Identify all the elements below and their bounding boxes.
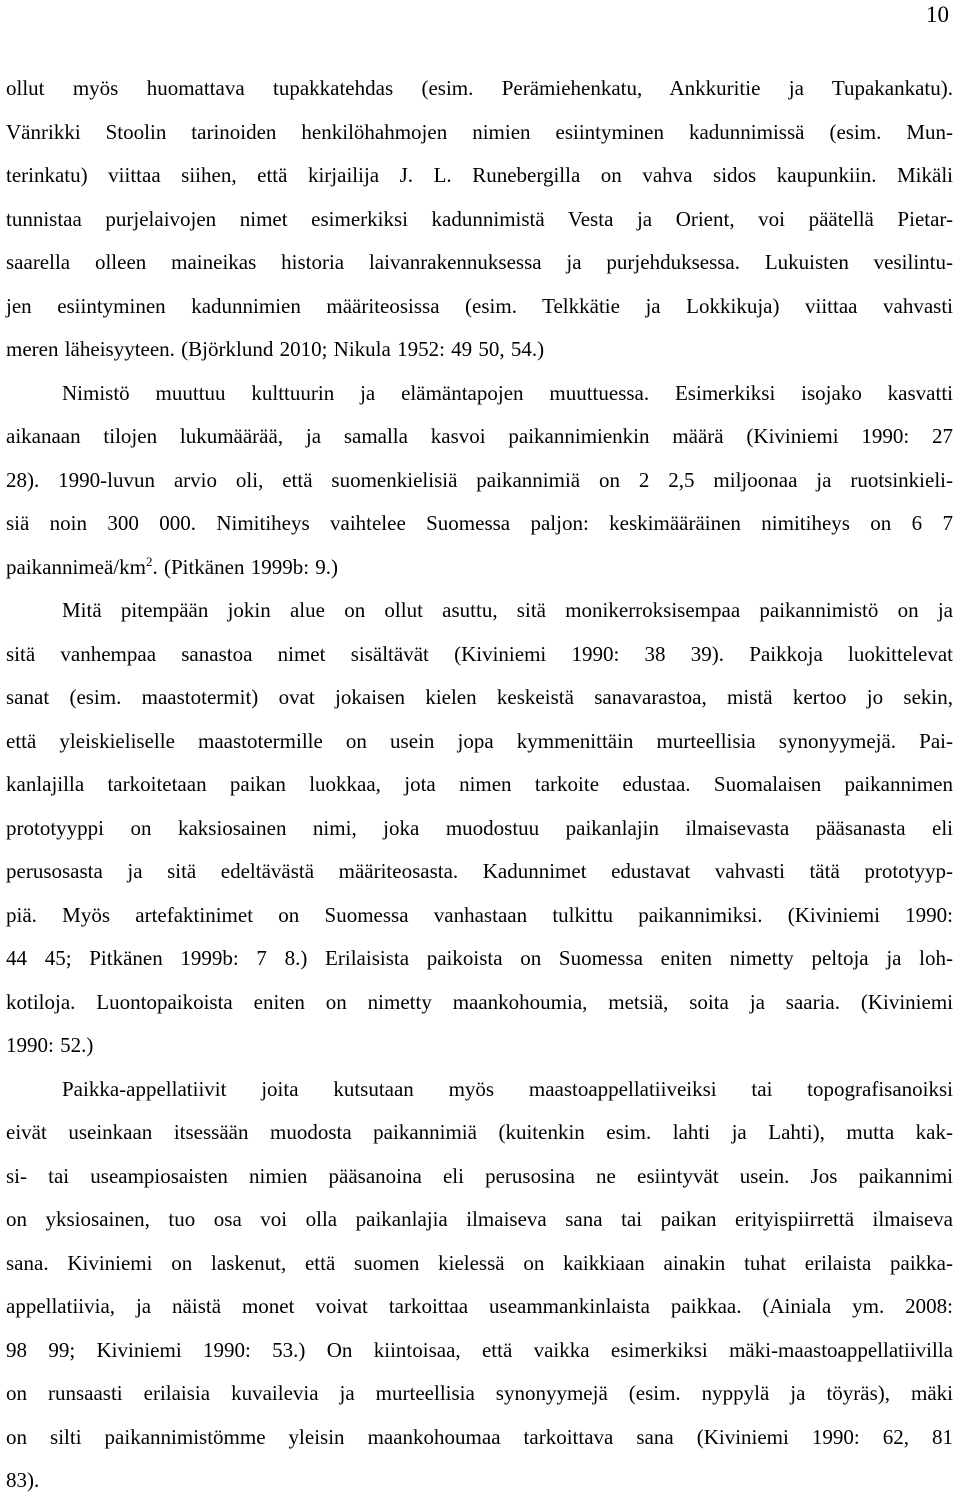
paragraph-3 (6, 589, 953, 1068)
text-line: kanlajilla tarkoitetaan paikan luokkaa, jota nimen tarkoite edustaa. Suomalaisen paikannimen (6, 772, 953, 796)
text-line: kotiloja. Luontopaikoista eniten on nimetty maankohoumia, metsiä, soita ja saaria. (Kiviniemi (6, 989, 953, 1014)
text-line: on runsaasti erilaisia kuvailevia ja murteellisia synonyymejä (esim. nyppylä ja töyräs), mäki (6, 1381, 953, 1405)
paragraph-2 (6, 372, 953, 590)
text-line: 98 99; Kiviniemi 1990: 53.) On kiintoisaa, että vaikka esimerkiksi mäki-maastoappellatiivilla (6, 1337, 953, 1362)
text-fragment: . (Pitkänen 1999b: 9.) (152, 554, 339, 579)
text-line: piä. Myös artefaktinimet on Suomessa vanhastaan tulkittu paikannimiksi. (Kiviniemi 1990: (6, 902, 953, 927)
text-line: on silti paikannimistömme yleisin maankohoumaa tarkoittava sana (Kiviniemi 1990: 62, 81 (6, 1424, 953, 1449)
text-line: prototyyppi on kaksiosainen nimi, joka muodostuu paikanlajin ilmaisevasta pääsanasta eli (6, 815, 953, 840)
text-line: meren läheisyyteen. (Björklund 2010; Nikula 1952: 49 50, 54.) (6, 337, 545, 361)
text-fragment: paikannimeä/km (6, 554, 146, 579)
text-line: perusosasta ja sitä edeltävästä määriteosasta. Kadunnimet edustavat vahvasti tätä prototyyp- (6, 859, 953, 883)
text-line: si- tai useampiosaisten nimien pääsanoina eli perusosina ne esiintyvät usein. Jos paikannimi (6, 1163, 953, 1188)
text-line: sanat (esim. maastotermit) ovat jokaisen kielen keskeistä sanavarastoa, mistä kertoo jo sekin, (6, 685, 953, 709)
text-line: Mitä pitempään jokin alue on ollut asuttu, sitä monikerroksisempaa paikannimistö on ja (62, 598, 953, 622)
text-line: 28). 1990-luvun arvio oli, että suomenkielisiä paikannimiä on 2 2,5 miljoonaa ja ruotsinkieli- (6, 467, 953, 492)
text-line: jen esiintyminen kadunnimien määriteosissa (esim. Telkkätie ja Lokkikuja) viittaa vahvasti (6, 293, 953, 318)
text-line: sana. Kiviniemi on laskenut, että suomen kielessä on kaikkiaan ainakin tuhat erilaista paikka- (6, 1250, 953, 1275)
text-line: 83). (6, 1468, 40, 1492)
text-line: ollut myös huomattava tupakkatehdas (esim. Perämiehenkatu, Ankkuritie ja Tupakankatu). (6, 76, 953, 100)
text-line: Vänrikki Stoolin tarinoiden henkilöhahmojen nimien esiintyminen kadunnimissä (esim. Mun- (6, 119, 953, 144)
text-line: 1990: 52.) (6, 1033, 94, 1057)
text-line: saarella olleen maineikas historia laivanrakennuksessa ja purjehduksessa. Lukuisten vesilintu- (6, 250, 953, 274)
text-line: että yleiskieliselle maastotermille on usein jopa kymmenittäin murteellisia synonyymejä. Pai- (6, 728, 953, 753)
paragraph-4 (6, 1068, 953, 1503)
text-line: siä noin 300 000. Nimitiheys vaihtelee Suomessa paljon: keskimääräinen nimitiheys on 6 7 (6, 511, 953, 535)
text-line: Nimistö muuttuu kulttuurin ja elämäntapojen muuttuessa. Esimerkiksi isojako kasvatti (62, 380, 953, 405)
text-line: appellatiivia, ja näistä monet voivat tarkoittaa useammankinlaista paikkaa. (Ainiala ym. 2008: (6, 1294, 953, 1318)
superscript: 2 (145, 553, 153, 569)
text-line: on yksiosainen, tuo osa voi olla paikanlajia ilmaiseva sana tai paikan erityispiirrettä ilmaiseva (6, 1207, 953, 1231)
text-line: terinkatu) viittaa siihen, että kirjailija J. L. Runebergilla on vahva sidos kaupunkiin. Mikäli (6, 163, 953, 187)
text-line: sitä vanhempaa sanastoa nimet sisältävät (Kiviniemi 1990: 38 39). Paikkoja luokittelevat (6, 641, 953, 666)
text-line: aikanaan tilojen lukumäärää, ja samalla kasvoi paikannimienkin määrä (Kiviniemi 1990: 27 (6, 424, 953, 448)
text-line: Paikka-appellatiivit joita kutsutaan myös maastoappellatiiveiksi tai topografisanoiksi (62, 1076, 953, 1101)
text-line: eivät useinkaan itsessään muodosta paikannimiä (kuitenkin esim. lahti ja Lahti), mutta kak- (6, 1120, 953, 1144)
paragraph-1 (6, 67, 953, 372)
text-line-with-superscript (6, 546, 953, 590)
text-line: tunnistaa purjelaivojen nimet esimerkiksi kadunnimistä Vesta ja Orient, voi päätellä Pietar- (6, 206, 953, 231)
text-line: 44 45; Pitkänen 1999b: 7 8.) Erilaisista paikoista on Suomessa eniten nimetty peltoja ja loh- (6, 946, 953, 970)
body-text (6, 67, 953, 1503)
page-number: 10 (926, 2, 949, 27)
